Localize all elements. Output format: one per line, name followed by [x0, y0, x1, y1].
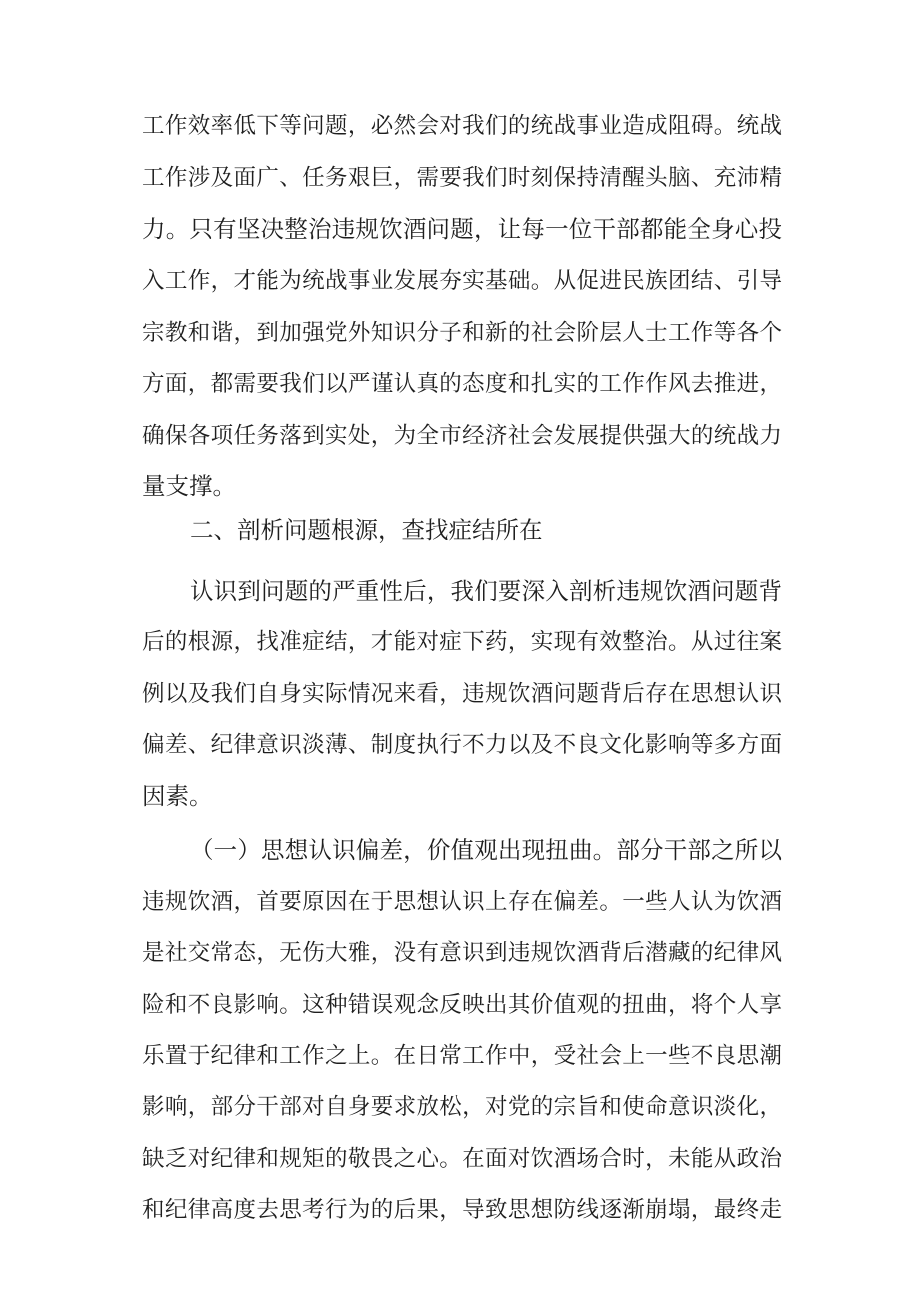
paragraph-1-line-4: 入工作，才能为统战事业发展夯实基础。从促进民族团结、引导 [142, 268, 782, 294]
paragraph-3-line-2: 违规饮酒，首要原因在于思想认识上存在偏差。一些人认为饮酒 [142, 889, 782, 915]
paragraph-3-line-6: 影响，部分干部对自身要求放松，对党的宗旨和使命意识淡化， [142, 1094, 782, 1120]
paragraph-2-line-3: 例以及我们自身实际情况来看，违规饮酒问题背后存在思想认识 [142, 681, 782, 707]
paragraph-1-line-8: 量支撑。 [142, 472, 236, 500]
paragraph-2-line-5: 因素。 [142, 782, 213, 810]
paragraph-2-line-2: 后的根源，找准症结，才能对症下药，实现有效整治。从过往案 [142, 629, 782, 655]
paragraph-3-line-5: 乐置于纪律和工作之上。在日常工作中，受社会上一些不良思潮 [142, 1043, 782, 1069]
paragraph-3-line-8: 和纪律高度去思考行为的后果，导致思想防线逐渐崩塌，最终走 [142, 1197, 782, 1223]
section-heading: 二、剖析问题根源，查找症结所在 [190, 516, 543, 544]
paragraph-1-line-2: 工作涉及面广、任务艰巨，需要我们时刻保持清醒头脑、充沛精 [142, 165, 782, 191]
paragraph-2-line-1: 认识到问题的严重性后，我们要深入剖析违规饮酒问题背 [190, 577, 782, 605]
paragraph-2-line-4: 偏差、纪律意识淡薄、制度执行不力以及不良文化影响等多方面 [142, 732, 782, 758]
paragraph-3-line-4: 险和不良影响。这种错误观念反映出其价值观的扭曲，将个人享 [142, 992, 782, 1018]
paragraph-3-line-7: 缺乏对纪律和规矩的敬畏之心。在面对饮酒场合时，未能从政治 [142, 1146, 782, 1172]
paragraph-1-line-3: 力。只有坚决整治违规饮酒问题，让每一位干部都能全身心投 [142, 215, 782, 243]
paragraph-1-line-7: 确保各项任务落到实处，为全市经济社会发展提供强大的统战力 [142, 423, 782, 449]
paragraph-3-line-3: 是社交常态，无伤大雅，没有意识到违规饮酒背后潜藏的纪律风 [142, 940, 782, 966]
paragraph-1-line-5: 宗教和谐，到加强党外知识分子和新的社会阶层人士工作等各个 [142, 320, 782, 346]
paragraph-1-line-6: 方面，都需要我们以严谨认真的态度和扎实的工作作风去推进， [142, 371, 782, 397]
paragraph-3-line-1: （一）思想认识偏差，价值观出现扭曲。部分干部之所以 [190, 836, 782, 864]
paragraph-1-line-1: 工作效率低下等问题，必然会对我们的统战事业造成阻碍。统战 [142, 113, 782, 139]
